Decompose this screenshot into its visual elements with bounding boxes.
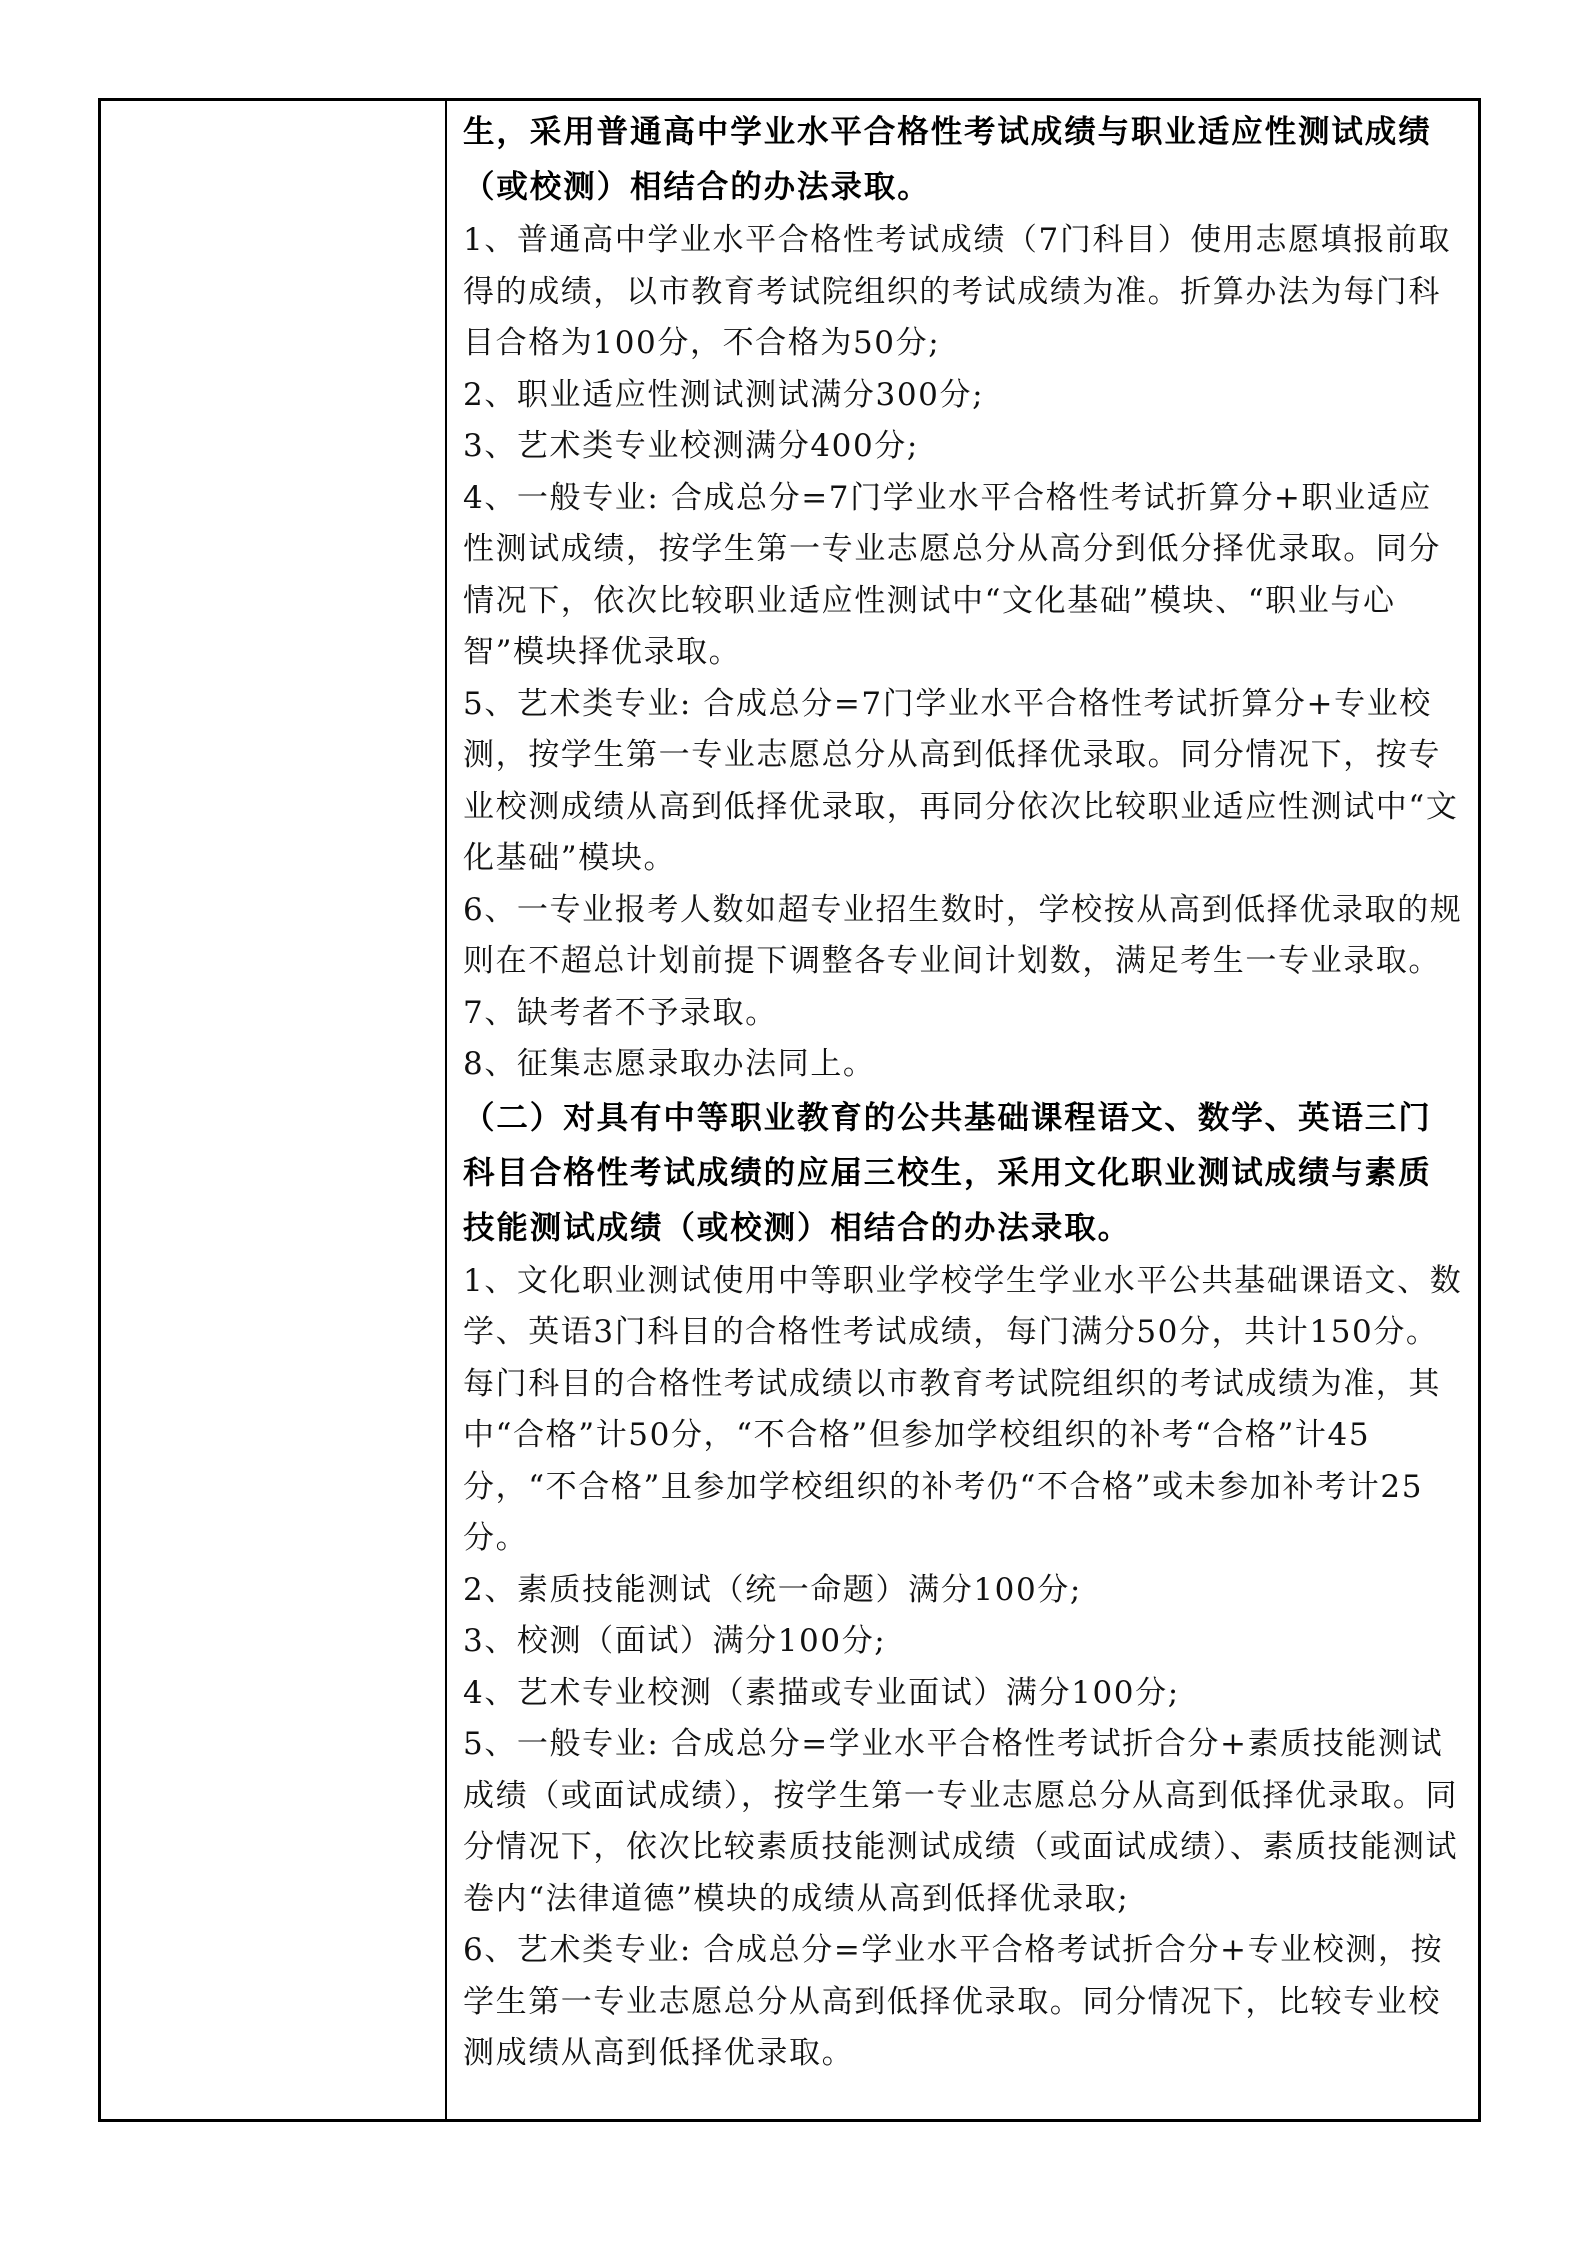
paragraph: 3、校测（面试）满分100分;: [463, 1623, 887, 1659]
paragraph: 3、艺术类专业校测满分400分;: [463, 428, 919, 464]
table-left-column: [101, 101, 447, 2119]
paragraph: 6、一专业报考人数如超专业招生数时，学校按从高到低择优录取的规则在不超总计划前提下调整各专业间计划数，满足考生一专业录取。: [463, 891, 1463, 979]
paragraph: 5、艺术类专业: 合成总分=7门学业水平合格性考试折算分+专业校测，按学生第一专业志愿总分从高到低择优录取。同分情况下，按专业校测成绩从高到低择优录取，再同分依次比较职业适应性测试中“文化基础”模块。: [463, 685, 1459, 876]
paragraph: 4、一般专业: 合成总分=7门学业水平合格性考试折算分+职业适应性测试成绩，按学生第一专业志愿总分从高分到低分择优录取。同分情况下，依次比较职业适应性测试中“文化基础”模块、“职业与心智”模块择优录取。: [463, 479, 1441, 670]
paragraph: 1、文化职业测试使用中等职业学校学生学业水平公共基础课语文、数学、英语3门科目的合格性考试成绩，每门满分50分，共计150分。每门科目的合格性考试成绩以市教育考试院组织的考试成绩为准，其中“合格”计50分，“不合格”但参加学校组织的补考“合格”计45分，“不合格”且参加学校组织的补考仍“不合格”或未参加补考计25分。: [463, 1262, 1463, 1556]
paragraph: 2、素质技能测试（统一命题）满分100分;: [463, 1571, 1082, 1608]
paragraph: 8、征集志愿录取办法同上。: [463, 1046, 876, 1082]
paragraph: 5、一般专业: 合成总分=学业水平合格性考试折合分+素质技能测试成绩（或面试成绩），按学生第一专业志愿总分从高到低择优录取。同分情况下，依次比较素质技能测试成绩（或面试成绩）、素质技能测试卷内“法律道德”模块的成绩从高到低择优录取;: [463, 1726, 1459, 1917]
paragraph: 6、艺术类专业: 合成总分=学业水平合格考试折合分+专业校测，按学生第一专业志愿总分从高到低择优录取。同分情况下，比较专业校测成绩从高到低择优录取。: [463, 1932, 1444, 2071]
paragraph: 2、职业适应性测试测试满分300分;: [463, 376, 985, 413]
paragraph: 4、艺术专业校测（素描或专业面试）满分100分;: [463, 1674, 1180, 1711]
paragraph-bold: 生，采用普通高中学业水平合格性考试成绩与职业适应性测试成绩（或校测）相结合的办法录取。: [463, 114, 1432, 205]
table-right-column: [447, 101, 1478, 2119]
admission-table: [98, 98, 1481, 2122]
paragraph: 7、缺考者不予录取。: [463, 994, 778, 1031]
paragraph: 1、普通高中学业水平合格性考试成绩（7门科目）使用志愿填报前取得的成绩，以市教育考试院组织的考试成绩为准。折算办法为每门科目合格为100分，不合格为50分;: [463, 222, 1452, 361]
paragraph-bold: （二）对具有中等职业教育的公共基础课程语文、数学、英语三门科目合格性考试成绩的应届三校生，采用文化职业测试成绩与素质技能测试成绩（或校测）相结合的办法录取。: [463, 1099, 1432, 1246]
